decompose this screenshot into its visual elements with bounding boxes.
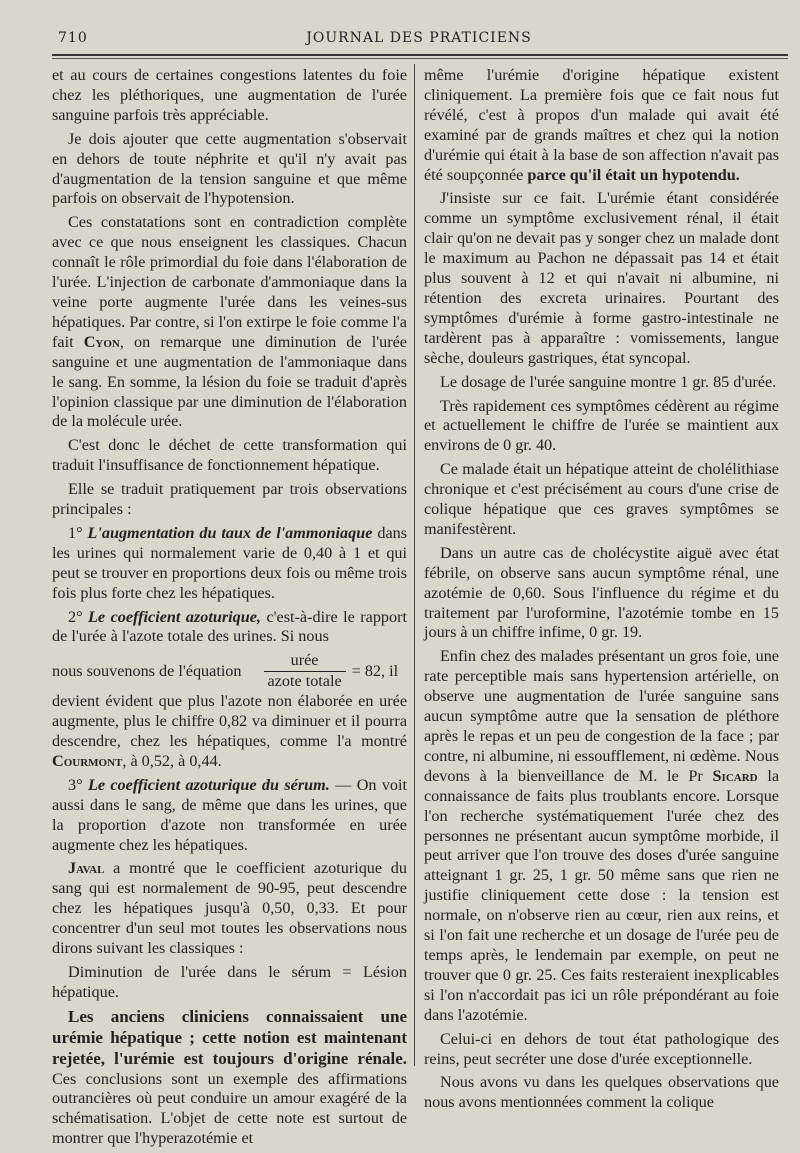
paragraph: Enfin chez des malades présentant un gros foie, une rate perceptible mais sans hypertension artérielle, on observe une augmentation de l'urée sanguine sans aucun symptôme autre que la sensation de pléthore après le repas et un peu de congestion de la face ; par contre, ni albumine, ni essoufflement, ni œdème. Nous devons à la bienveillance de M. le Pr Sicard la connaissance de faits plus troublants encore. Lorsque l'on recherche systématiquement l'urée chez des personnes ne présentant aucun symptôme morbide, il peut arriver que l'on trouve des doses d'urée sanguine atteignant 1 gr. 25, 1 gr. 50 même sans que rien ne justifie cliniquement cette dose : la tension est normale, on n'observe rien au cœur, rien aux reins, et si l'on fait une recherche et un dosage de l'urée peu de temps après, le lendemain par exemple, on peut ne trouver que 0 gr. 25. Ces faits resteraient inexplicables si l'on n'accordait pas ici un rôle prépondérant au foie dans l'azotémie. xyxy=(424,647,780,1024)
header-rule xyxy=(52,54,788,56)
journal-title: JOURNAL DES PRATICIENS xyxy=(306,30,532,46)
paragraph: même l'urémie d'origine hépatique existent cliniquement. La première fois que ce fait nous fut révélé, c'est à propos d'un malade qui avait été examiné par de grands maîtres et chez qui la notion d'urémie qui était à la base de son affection n'avait pas été soupçonnée parce qu'il était un hypotendu. xyxy=(424,66,779,184)
paragraph: et au cours de certaines congestions latentes du foie chez les pléthoriques, une augmentation de l'urée sanguine parfois très appréciable. xyxy=(52,66,407,124)
equation: nous souvenons de l'équation $\frac{\text{urée}}{\text{azote totale}}$ = 82, il xyxy=(52,651,399,691)
paragraph: devient évident que plus l'azote non élaborée en urée augmente, plus le chiffre 0,82 va diminuer et il pourra descendre, chez les hépatiques, comme l'a montré Courmont, à 0,52, à 0,44. xyxy=(52,692,407,770)
paragraph: Ces constatations sont en contradiction complète avec ce que nous enseignent les classiques. Chacun connaît le rôle primordial du foie dans l'élaboration de l'urée. L'injection de carbonate d'ammoniaque dans la veine porte augmente l'urée dans les veines-sus hépatiques. Par contre, si l'on extirpe le foie comme l'a fait Cyon, on remarque une diminution de l'urée sanguine et une augmentation de l'ammoniaque dans le sang. En somme, la lésion du foie se traduit d'après l'opinion classique par une diminution de l'élaboration de la molécule urée. xyxy=(52,213,407,431)
list-item: 1° L'augmentation du taux de l'ammoniaque dans les urines qui normalement varie de 0,40 à 1 et qui peut se trouver en proportions deux fois ou même trois fois plus forte chez les hépatiques. xyxy=(52,523,408,602)
paragraph: Très rapidement ces symptômes cédèrent au régime et actuellement le chiffre de l'urée se maintient aux environs de 0 gr. 40. xyxy=(424,396,779,455)
list-item: 2° Le coefficient azoturique, c'est-à-dire le rapport de l'urée à l'azote totale des urines. Si nous xyxy=(52,607,407,646)
column-divider xyxy=(414,64,415,1066)
paragraph: Diminution de l'urée dans le sérum = Lésion hépatique. xyxy=(52,962,407,1001)
paragraph: Javal a montré que le coefficient azoturique du sang qui est normalement de 90-95, peut descendre chez les hépatiques jusqu'à 0,50, 0,33. Et pour concentrer d'un seul mot toutes les observations nous dirons suivant les classiques : xyxy=(52,859,407,958)
paragraph: Les anciens cliniciens connaissaient une urémie hépatique ; cette notion est maintenant rejetée, l'urémie est toujours d'origine rénale. Ces conclusions sont un exemple des affirmations outrancières où peut conduire un amour exagéré de la schématisation. L'objet de cette note est surtout de montrer que l'hyperazotémie et xyxy=(52,1006,407,1148)
paragraph: Elle se traduit pratiquement par trois observations principales : xyxy=(52,480,407,519)
paragraph: Je dois ajouter que cette augmentation s'observait en dehors de toute néphrite et qu'il n'y avait pas d'augmentation de la tension sanguine et que même parfois on observait de l'hypotension. xyxy=(52,129,407,208)
author-name: Sicard xyxy=(712,766,758,785)
right-column xyxy=(424,66,779,1117)
paragraph: Le dosage de l'urée sanguine montre 1 gr. 85 d'urée. xyxy=(440,372,777,391)
page-number: 710 xyxy=(58,30,88,46)
left-column xyxy=(52,66,407,1153)
paragraph: J'insiste sur ce fait. L'urémie étant considérée comme un symptôme exclusivement rénal, il était clair qu'on ne devait pas y songer chez un malade dont le maximum au Pachon ne dépassait pas 14 et était plus souvent à 12 et qui n'avait ni albumine, ni rétention des excreta urinaires. Pourtant des symptômes d'urémie à forme gastro-intestinale ne tardèrent pas à apparaître : vomissements, langue sèche, douleurs gastriques, état syncopal. xyxy=(424,189,779,367)
author-name: Courmont xyxy=(52,751,123,770)
paragraph: Ce malade était un hépatique atteint de cholélithiase chronique et c'est précisément au cours d'une crise de colique hépatique que ces graves symptômes se manifestèrent. xyxy=(424,460,779,538)
paragraph: Celui-ci en dehors de tout état pathologique des reins, peut secréter une dose d'urée exceptionnelle. xyxy=(424,1029,779,1068)
list-item: 3° Le coefficient azoturique du sérum. — On voit aussi dans le sang, de même que dans les urines, que la proportion d'azote non transformée en urée augmente chez les hépatiques. xyxy=(52,775,408,854)
paragraph: Dans un autre cas de cholécystite aiguë avec état fébrile, on observe sans aucun symptôme rénal, une azotémie de 0,60. Sous l'influence du régime et du traitement par l'uroformine, l'azotémie tombe en 15 jours à un chiffre infime, 0 gr. 19. xyxy=(424,543,779,642)
author-name: Javal xyxy=(68,859,105,878)
running-header xyxy=(52,30,786,52)
author-name: Cyon xyxy=(83,332,120,351)
paragraph: C'est donc le déchet de cette transformation qui traduit l'insuffisance de fonctionnement hépatique. xyxy=(52,436,407,475)
header-rule-thin xyxy=(52,58,788,59)
paragraph: Nous avons vu dans les quelques observations que nous avons mentionnées comment la colique xyxy=(424,1073,779,1112)
